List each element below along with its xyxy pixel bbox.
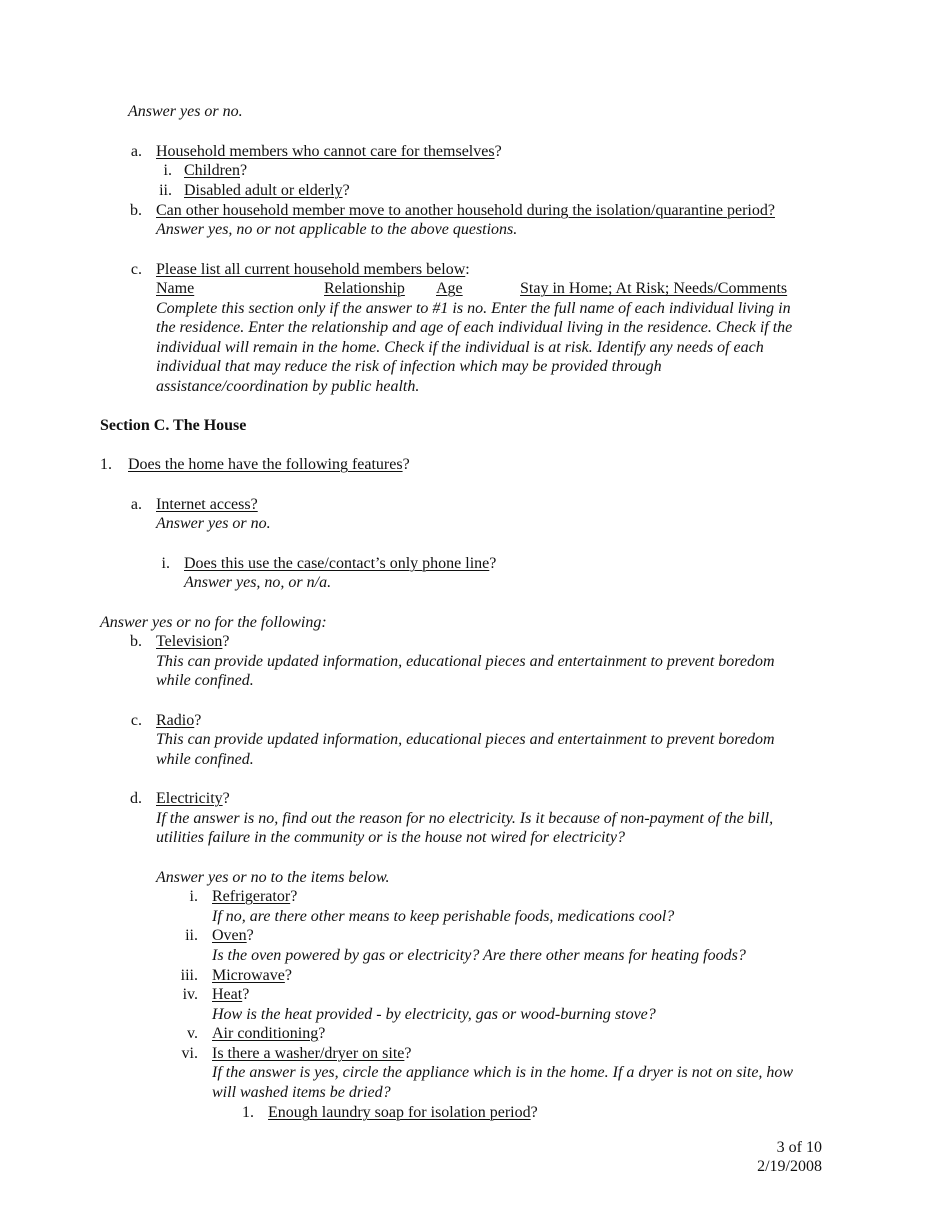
item-c-note-line: Complete this section only if the answer to #1 is no. Enter the full name of each individual living in	[156, 300, 791, 317]
heat-question: Heat?	[212, 986, 250, 1003]
internet-access-note: Answer yes or no.	[156, 515, 271, 532]
item-b-question: Can other household member move to another household during the isolation/quarantine period?	[156, 202, 775, 219]
laundry-soap-marker: 1.	[242, 1104, 254, 1121]
microwave-question: Microwave?	[212, 967, 292, 984]
electricity-note-line: utilities failure in the community or is the house not wired for electricity?	[156, 829, 625, 846]
microwave-marker: iii.	[180, 967, 198, 984]
question-1: Does the home have the following features?	[128, 456, 410, 473]
heat-marker: iv.	[182, 986, 198, 1003]
house-b-marker: b.	[130, 633, 142, 650]
item-a-question: Household members who cannot care for themselves?	[156, 143, 502, 160]
item-disabled-adult: Disabled adult or elderly?	[184, 182, 350, 199]
item-a-i-marker: i.	[163, 162, 172, 179]
air-conditioning-marker: v.	[187, 1025, 198, 1042]
television-question: Television?	[156, 633, 230, 650]
house-d-marker: d.	[130, 790, 142, 807]
item-c-note-line: individual will remain in the home. Check if the individual is at risk. Identify any needs of each	[156, 339, 764, 356]
following-note: Answer yes or no for the following:	[100, 614, 327, 631]
item-children: Children?	[184, 162, 248, 179]
electricity-question: Electricity?	[156, 790, 230, 807]
document-date: 2/19/2008	[757, 1158, 822, 1175]
page-number: 3 of 10	[776, 1139, 822, 1156]
laundry-soap-question: Enough laundry soap for isolation period?	[268, 1104, 538, 1121]
column-age: Age	[436, 280, 463, 297]
refrigerator-note: If no, are there other means to keep perishable foods, medications cool?	[212, 908, 675, 925]
house-c-marker: c.	[130, 712, 142, 729]
phone-line-note: Answer yes, no, or n/a.	[184, 574, 332, 591]
radio-question: Radio?	[156, 712, 202, 729]
internet-access-question: Internet access?	[156, 496, 258, 513]
instruction-yes-no: Answer yes or no.	[128, 103, 243, 120]
radio-note-line: while confined.	[156, 751, 254, 768]
washer-dryer-marker: vi.	[181, 1045, 198, 1062]
radio-note-line: This can provide updated information, educational pieces and entertainment to prevent boredom	[156, 731, 775, 748]
refrigerator-question: Refrigerator?	[212, 888, 298, 905]
house-a-marker: a.	[130, 496, 142, 513]
washer-dryer-note-line: will washed items be dried?	[212, 1084, 391, 1101]
oven-note: Is the oven powered by gas or electricity? Are there other means for heating foods?	[212, 947, 746, 964]
phone-line-question: Does this use the case/contact’s only phone line?	[184, 555, 497, 572]
item-c-note-line: individual that may reduce the risk of infection which may be provided through	[156, 358, 662, 375]
column-stay-risk-needs: Stay in Home; At Risk; Needs/Comments	[520, 280, 788, 297]
electricity-items-note: Answer yes or no to the items below.	[156, 869, 390, 886]
television-note-line: This can provide updated information, educational pieces and entertainment to prevent boredom	[156, 653, 775, 670]
phone-line-marker: i.	[161, 555, 170, 572]
item-a-marker: a.	[130, 143, 142, 160]
television-note-line: while confined.	[156, 672, 254, 689]
washer-dryer-note-line: If the answer is yes, circle the appliance which is in the home. If a dryer is not on site, how	[212, 1064, 794, 1081]
refrigerator-marker: i.	[189, 888, 198, 905]
item-c-marker: c.	[130, 261, 142, 278]
washer-dryer-question: Is there a washer/dryer on site?	[212, 1045, 412, 1062]
item-c-note-line: assistance/coordination by public health.	[156, 378, 420, 395]
section-heading: Section C. The House	[100, 417, 247, 434]
column-name: Name	[156, 280, 195, 297]
item-c-note-line: the residence. Enter the relationship and age of each individual living in the residence. Check if the	[156, 319, 793, 336]
oven-question: Oven?	[212, 927, 254, 944]
item-c-question: Please list all current household members below:	[156, 261, 470, 278]
item-a-ii-marker: ii.	[159, 182, 172, 199]
question-1-marker: 1.	[100, 456, 112, 473]
air-conditioning-question: Air conditioning?	[212, 1025, 326, 1042]
heat-note: How is the heat provided - by electricity, gas or wood-burning stove?	[212, 1006, 656, 1023]
item-b-marker: b.	[130, 202, 142, 219]
oven-marker: ii.	[185, 927, 198, 944]
item-b-note: Answer yes, no or not applicable to the above questions.	[156, 221, 518, 238]
electricity-note-line: If the answer is no, find out the reason for no electricity. Is it because of non-payment of the bill,	[156, 810, 774, 827]
column-relationship: Relationship	[324, 280, 405, 297]
